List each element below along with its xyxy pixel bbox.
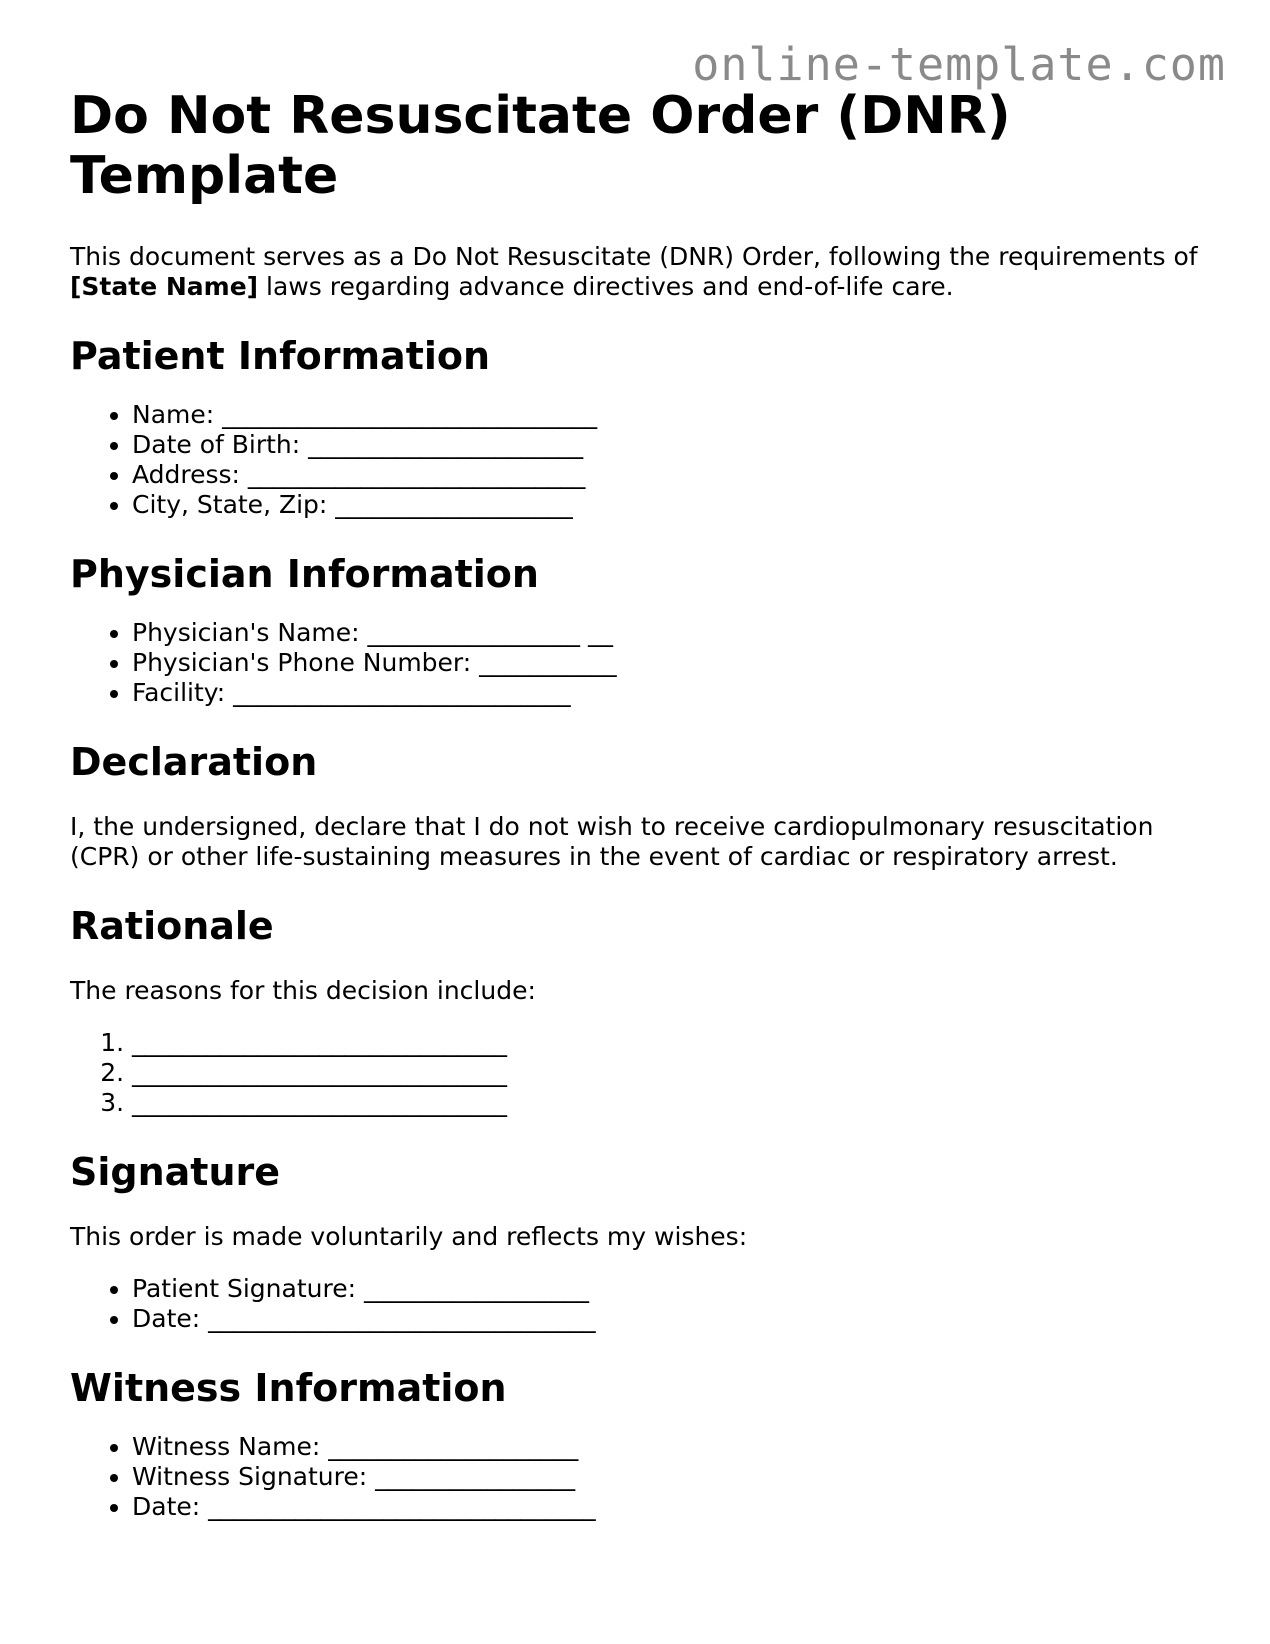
intro-text-start: This document serves as a Do Not Resuscitate (DNR) Order, following the requirements of bbox=[70, 242, 1198, 271]
rationale-item: 2. ______________________________ bbox=[132, 1058, 1220, 1088]
witness-name-field: • Witness Name: ____________________ bbox=[132, 1432, 1220, 1462]
intro-paragraph bbox=[70, 242, 1220, 302]
state-name-placeholder: [State Name] bbox=[70, 272, 259, 301]
watermark: online-template.com bbox=[692, 38, 1226, 91]
patient-dob-field: • Date of Birth: ______________________ bbox=[132, 430, 1220, 460]
physician-facility-field: • Facility: ___________________________ bbox=[132, 678, 1220, 708]
witness-list bbox=[70, 1432, 1220, 1522]
patient-list bbox=[70, 400, 1220, 520]
witness-date-field: • Date: _______________________________ bbox=[132, 1492, 1220, 1522]
declaration-heading: Declaration bbox=[70, 740, 318, 784]
rationale-item: 3. ______________________________ bbox=[132, 1088, 1220, 1118]
page-title: Do Not Resuscitate Order (DNR) Template bbox=[70, 86, 1011, 206]
signature-list bbox=[70, 1274, 1220, 1334]
signature-date-field: • Date: _______________________________ bbox=[132, 1304, 1220, 1334]
rationale-text: The reasons for this decision include: bbox=[70, 976, 536, 1005]
intro-text-end: laws regarding advance directives and end-of-life care. bbox=[258, 272, 954, 301]
patient-city-field: • City, State, Zip: ___________________ bbox=[132, 490, 1220, 520]
physician-list bbox=[70, 618, 1220, 708]
declaration-text: I, the undersigned, declare that I do not wish to receive cardiopulmonary resuscitation (CPR) or other life-sustaining measures in the event of cardiac or respiratory arrest. bbox=[70, 812, 1154, 871]
rationale-heading: Rationale bbox=[70, 904, 274, 948]
physician-name-field: • Physician's Name: _________________ __ bbox=[132, 618, 1220, 648]
patient-heading: Patient Information bbox=[70, 334, 491, 378]
rationale-item: 1. ______________________________ bbox=[132, 1028, 1220, 1058]
signature-text: This order is made voluntarily and reflects my wishes: bbox=[70, 1222, 748, 1251]
rationale-list bbox=[70, 1028, 1220, 1118]
document-page bbox=[70, 86, 1220, 1522]
witness-signature-field: • Witness Signature: ________________ bbox=[132, 1462, 1220, 1492]
signature-heading: Signature bbox=[70, 1150, 281, 1194]
patient-name-field: • Name: ______________________________ bbox=[132, 400, 1220, 430]
physician-heading: Physician Information bbox=[70, 552, 539, 596]
patient-address-field: • Address: ___________________________ bbox=[132, 460, 1220, 490]
patient-signature-field: • Patient Signature: __________________ bbox=[132, 1274, 1220, 1304]
physician-phone-field: • Physician's Phone Number: ___________ bbox=[132, 648, 1220, 678]
witness-heading: Witness Information bbox=[70, 1366, 507, 1410]
